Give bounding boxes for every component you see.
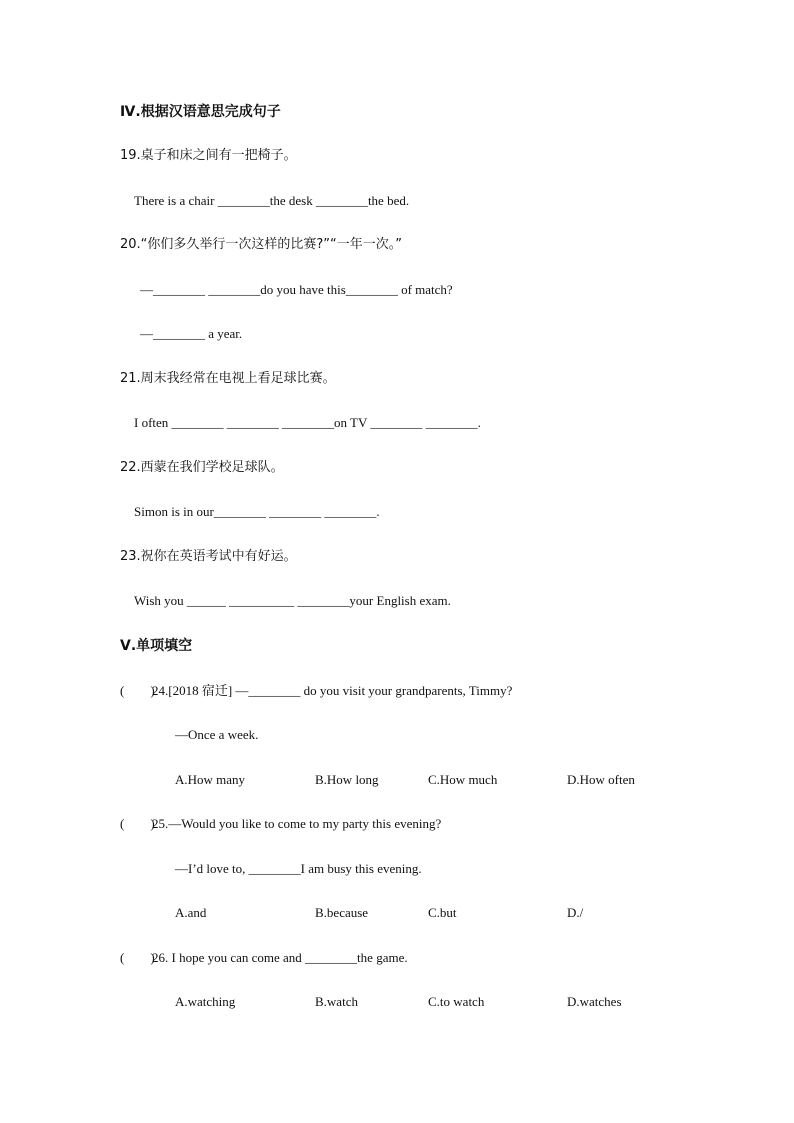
question-20-prompt: 20.“你们多久举行一次这样的比赛?”“一年一次。” [120,237,403,252]
question-21-answer-line: I often ________ ________ ________on TV ________ ________. [134,415,481,430]
question-26-option-b: B.watch [315,994,358,1009]
question-26-option-c: C.to watch [428,994,485,1009]
question-22-prompt: 22.西蒙在我们学校足球队。 [120,460,284,475]
question-26-option-a: A.watching [175,994,236,1009]
section-5-title: Ⅴ.单项填空 [120,638,193,654]
question-25-option-b: B.because [315,905,369,920]
question-25-reply: —I’d love to, ________I am busy this evening. [175,861,422,876]
question-19-answer-line: There is a chair ________the desk ________the bed. [134,193,410,208]
question-26-option-d: D.watches [567,994,622,1009]
question-24-answer-paren: ( ) [120,683,155,698]
question-24-option-c: C.How much [428,772,498,787]
question-25-option-c: C.but [428,905,457,920]
question-24-option-b: B.How long [315,772,379,787]
question-24-stem: 24.[2018 宿迁] —________ do you visit your grandparents, Timmy? [152,683,513,698]
question-24-option-a: A.How many [175,772,246,787]
question-21-prompt: 21.周末我经常在电视上看足球比赛。 [120,371,336,386]
question-25-stem: 25.—Would you like to come to my party this evening? [152,816,442,831]
question-22-answer-line: Simon is in our________ ________ ________. [134,504,380,519]
question-19-prompt: 19.桌子和床之间有一把椅子。 [120,148,297,163]
question-24-option-d: D.How often [567,772,635,787]
question-25-answer-paren: ( ) [120,816,155,831]
question-25-option-a: A.and [175,905,207,920]
question-24-reply: —Once a week. [175,727,259,742]
question-25-option-d: D./ [567,905,584,920]
question-23-answer-line: Wish you ______ __________ ________your English exam. [134,593,451,608]
question-20-answer-line-1: —________ ________do you have this________ of match? [140,282,453,297]
question-26-answer-paren: ( ) [120,950,155,965]
question-26-stem: 26. I hope you can come and ________the game. [152,950,408,965]
question-20-answer-line-2: —________ a year. [140,326,243,341]
section-4-title: Ⅳ.根据汉语意思完成句子 [120,104,281,120]
question-23-prompt: 23.祝你在英语考试中有好运。 [120,549,297,564]
